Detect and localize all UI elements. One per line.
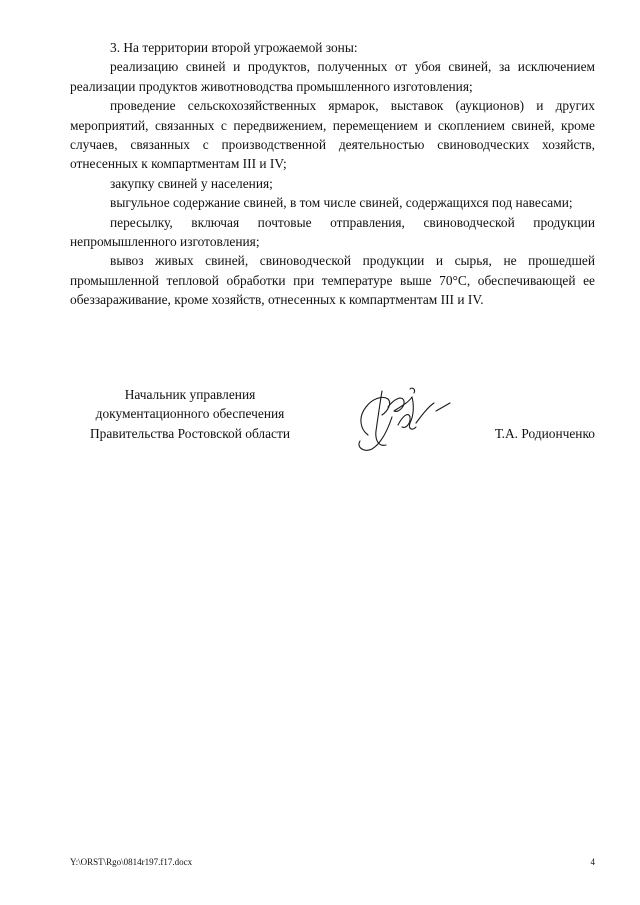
handwritten-signature [338,377,458,457]
signer-name: Т.А. Родионченко [494,425,595,441]
signer-position-line: документационного обеспечения [95,406,285,422]
paragraph-purchase-from-population: закупку свиней у населения; [110,175,273,191]
paragraph-export-of-live-pigs: вывоз живых свиней, свиноводческой продукции и сырья, не прошедшей промышленной тепловой обработки при температуре выше 70°С, обеспечивающей ее обеззараживание, кроме хозяйств, отнесенных к компартментам III и IV. [70,253,595,308]
signer-position-line: Начальник управления [124,387,256,402]
signer-position [70,385,310,443]
paragraph-postal-shipping: пересылку, включая почтовые отправления, свиноводческой продукции непромышленного изготовления; [70,214,595,250]
page-number: 4 [590,857,595,867]
paragraph-sale-of-pigs: реализацию свиней и продуктов, полученных от убоя свиней, за исключением реализации продуктов животноводства промышленного изготовления; [70,59,595,94]
signature-block [70,385,595,455]
paragraph-fairs-and-exhibitions: проведение сельскохозяйственных ярмарок, выставок (аукционов) и других мероприятий, связанных с передвижением, перемещением и скоплением свиней, кроме случаев, связанных с производственной деятельностью свиноводческих хозяйств, отнесенных к компартментам III и IV; [70,98,595,172]
paragraph-free-range-keeping: выгульное содержание свиней, в том числе свиней, содержащихся под навесами; [110,195,573,211]
document-body [70,38,595,310]
signer-position-line: Правительства Ростовской области [89,425,291,441]
file-path: Y:\ORST\Rgo\0814r197.f17.docx [70,857,193,867]
paragraph-zone-heading: 3. На территории второй угрожаемой зоны: [110,40,358,55]
